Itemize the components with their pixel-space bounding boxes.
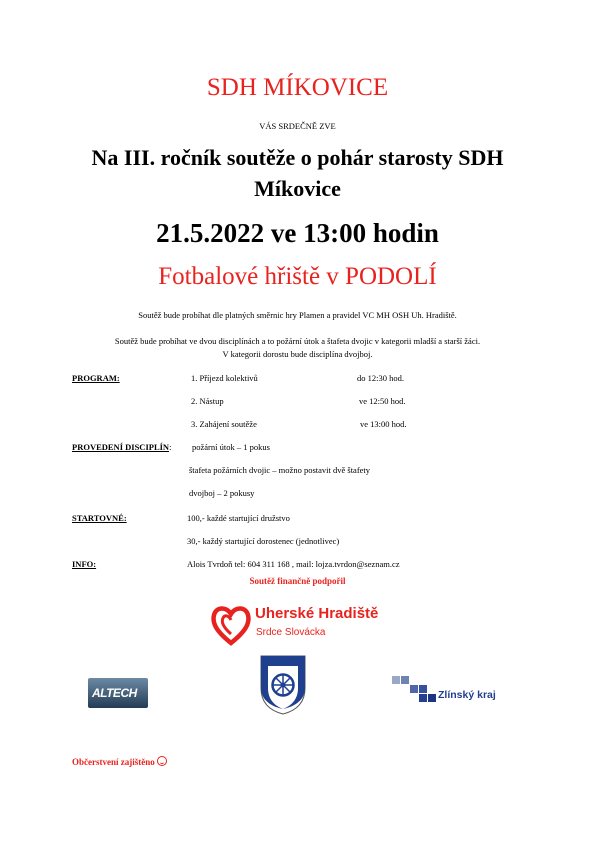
event-venue: Fotbalové hřiště v PODOLÍ (158, 263, 437, 290)
municipal-crest-icon (259, 654, 307, 716)
program-item-time: ve 13:00 hod. (360, 419, 407, 429)
rules-block (0, 335, 595, 361)
uherske-hradiste-logo (210, 603, 400, 647)
disciplines-colon: : (169, 442, 172, 452)
event-title: SDH MÍKOVICE (206, 74, 389, 101)
program-item-name: 1. Příjezd kolektivů (191, 373, 258, 383)
invite-line: VÁS SRDEČNĚ ZVE (259, 121, 336, 131)
rules-line-1: Soutěž bude probíhat dle platných směrnic hry Plamen a pravidel VC MH OSH Uh. Hradiště. (138, 310, 457, 320)
uh-logo-title: Uherské Hradiště (255, 605, 379, 622)
competition-headline (0, 142, 595, 204)
event-datetime: 21.5.2022 ve 13:00 hodin (156, 218, 439, 248)
info-label: INFO: (72, 559, 97, 569)
smiley-icon (157, 756, 167, 766)
altech-logo-text: ALTECH (92, 686, 137, 700)
zlin-region-logo-text: Zlínský kraj (438, 689, 496, 701)
info-contact: Alois Tvrdoň tel: 604 311 168 , mail: lojza.tvrdon@seznam.cz (187, 559, 400, 569)
fee-item: 30,- každý startující dorostenec (jednotlivec) (187, 536, 340, 546)
refreshments-note (72, 755, 167, 767)
discipline-item: štafeta požárních dvojic – možno postavit dvě štafety (189, 465, 371, 475)
altech-logo (88, 678, 148, 708)
uh-logo-subtitle: Srdce Slovácka (256, 627, 326, 638)
rules-line-3: V kategorii dorostu bude disciplína dvojboj. (222, 349, 373, 359)
refreshments-text: Občerstvení zajištěno (72, 757, 155, 767)
program-item-time: ve 12:50 hod. (359, 396, 406, 406)
program-item-name: 2. Nástup (191, 396, 224, 406)
program-item-time: do 12:30 hod. (357, 373, 404, 383)
disciplines-label: PROVEDENÍ DISCIPLÍN (72, 442, 170, 452)
program-label: PROGRAM: (72, 373, 120, 383)
headline-line-2: Míkovice (254, 176, 341, 201)
discipline-item: požární útok – 1 pokus (192, 442, 270, 452)
heart-icon (210, 603, 252, 647)
discipline-item: dvojboj – 2 pokusy (189, 488, 255, 498)
disciplines-row (72, 442, 171, 452)
rules-line-2: Soutěž bude probíhat ve dvou disciplínách a to požární útok a štafeta dvojic v kategorii mladší a starší žáci. (114, 336, 481, 346)
fee-item: 100,- každé startující družstvo (187, 513, 290, 523)
sponsor-text: Soutěž finančně podpořil (249, 576, 346, 586)
headline-line-1: Na III. ročník soutěže o pohár starosty SDH (91, 145, 504, 170)
program-item-name: 3. Zahájení soutěže (191, 419, 257, 429)
zlin-region-logo-icon (392, 676, 438, 704)
fees-label: STARTOVNÉ: (72, 513, 127, 523)
